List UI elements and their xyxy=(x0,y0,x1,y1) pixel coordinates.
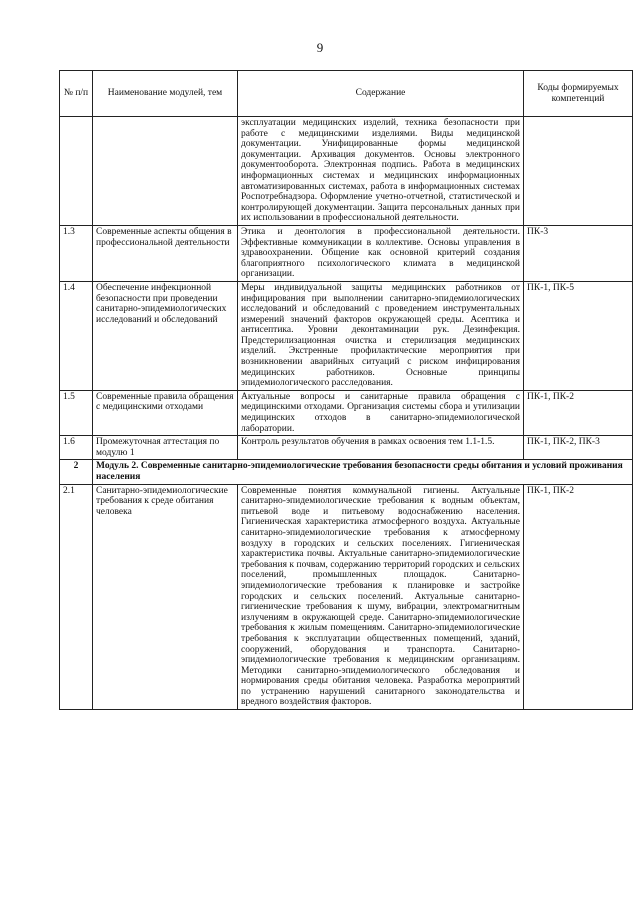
module-header-row xyxy=(60,460,633,484)
row-content: Меры индивидуальной защиты медицинских работников от инфицирования при выполнении санитарно-эпидемиологических исследований и обследований с проведением инструментальных измерений значений факторов окружающей среды. Асептика и антисептика. Уровни деконтаминации рук. Дезинфекция. Предстерилизационная очистка и стерилизация медицинских изделий. Экстренные профилактические мероприятия при возникновении аварийных ситуаций с риском инфицирования медицинских работников. Основные принципы эпидемиологического расследования. xyxy=(238,281,524,390)
row-content: эксплуатации медицинских изделий, техника безопасности при работе с медицинскими изделиями. Виды медицинской документации. Унифицированные формы медицинской документации. Архивация документов. Основы электронного документооборота. Электронная подпись. Работа в медицинских информационных системах и медицинских информационных автоматизированных системах, работа в информационных системах Роспотребнадзора. Оформление учетно-отчетной, статистической и контролирующей документации. Защита персональных данных при их использовании в профессиональной деятельности. xyxy=(238,117,524,226)
table-row xyxy=(60,436,633,460)
row-num: 1.5 xyxy=(60,390,93,435)
module-title: Модуль 2. Современные санитарно-эпидемиологические требования безопасности среды обитания и условий проживания населения xyxy=(93,460,633,484)
row-content: Этика и деонтология в профессиональной деятельности. Эффективные коммуникации в коллективе. Основы управления в здравоохранении. Общение как основной критерий создания благоприятного психологического климата в медицинской организации. xyxy=(238,225,524,281)
row-name: Санитарно-эпидемиологические требования к среде обитания человека xyxy=(93,484,238,709)
page-number: 9 xyxy=(316,40,324,55)
curriculum-table xyxy=(59,70,633,710)
table-header-row xyxy=(60,71,633,117)
header-content: Содержание xyxy=(238,71,524,117)
row-codes: ПК-1, ПК-2 xyxy=(524,484,633,709)
row-codes: ПК-3 xyxy=(524,225,633,281)
row-content: Контроль результатов обучения в рамках освоения тем 1.1-1.5. xyxy=(238,436,524,460)
row-num xyxy=(60,117,93,226)
row-name xyxy=(93,117,238,226)
module-num: 2 xyxy=(60,460,93,484)
row-num: 1.4 xyxy=(60,281,93,390)
header-name: Наименование модулей, тем xyxy=(93,71,238,117)
table-row xyxy=(60,390,633,435)
row-num: 1.3 xyxy=(60,225,93,281)
row-codes: ПК-1, ПК-2, ПК-3 xyxy=(524,436,633,460)
row-name: Современные правила обращения с медицинскими отходами xyxy=(93,390,238,435)
row-content: Актуальные вопросы и санитарные правила обращения с медицинскими отходами. Организация системы сбора и утилизации медицинских отходов в санитарно-эпидемиологической лаборатории. xyxy=(238,390,524,435)
row-name: Современные аспекты общения в профессиональной деятельности xyxy=(93,225,238,281)
row-num: 1.6 xyxy=(60,436,93,460)
table-row xyxy=(60,117,633,226)
row-codes: ПК-1, ПК-5 xyxy=(524,281,633,390)
row-name: Обеспечение инфекционной безопасности при проведении санитарно-эпидемиологических исследований и обследований xyxy=(93,281,238,390)
row-content: Современные понятия коммунальной гигиены. Актуальные санитарно-эпидемиологические требования к водным объектам, питьевой воде и питьевому водоснабжению населения. Гигиеническая характеристика атмосферного воздуха. Актуальные санитарно-эпидемиологические требования к атмосферному воздуху в городских и сельских поселениях. Гигиеническая характеристика почвы. Актуальные санитарно-эпидемиологические требования к почвам, содержанию территорий городских и сельских поселений, промышленных площадок. Санитарно-эпидемиологические требования к планировке и застройке городских и сельских поселений. Актуальные санитарно-гигиенические требования к шуму, вибрации, электромагнитным излучениям в окружающей среде. Санитарно-эпидемиологические требования к жилым помещениям. Санитарно-эпидемиологические требования к эксплуатации общественных помещений, зданий, сооружений, оборудования и транспорта. Санитарно-эпидемиологические требования к медицинским организациям. Методики санитарно-эпидемиологического обследования и нормирования среды обитания человека. Разработка мероприятий по устранению нарушений санитарного законодательства и вредного воздействия факторов. xyxy=(238,484,524,709)
header-num: № п/п xyxy=(60,71,93,117)
row-codes: ПК-1, ПК-2 xyxy=(524,390,633,435)
row-num: 2.1 xyxy=(60,484,93,709)
row-name: Промежуточная аттестация по модулю 1 xyxy=(93,436,238,460)
table-row xyxy=(60,225,633,281)
row-codes xyxy=(524,117,633,226)
table-row xyxy=(60,281,633,390)
header-codes: Коды формируемых компетенций xyxy=(524,71,633,117)
table-row xyxy=(60,484,633,709)
